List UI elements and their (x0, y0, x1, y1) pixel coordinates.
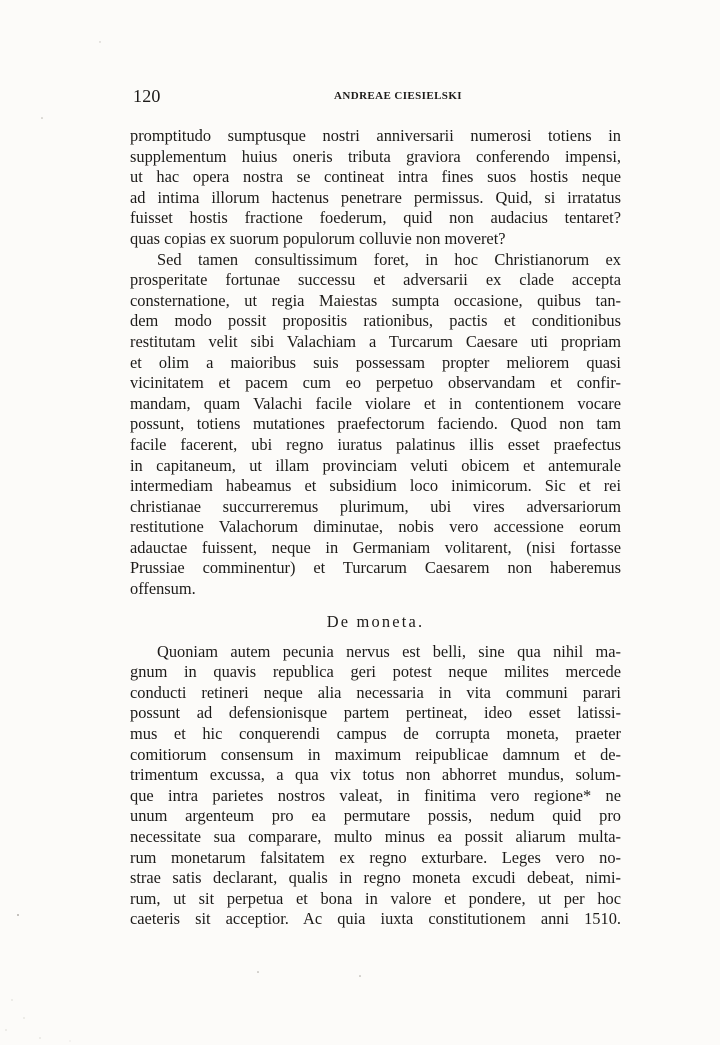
text-line: trimentum excussa, a qua vix totus non abhorret mundus, solum- (130, 765, 621, 785)
text-line: strae satis declarant, qualis in regno moneta excudi debeat, nimi- (130, 868, 621, 888)
text-line: intermediam habeamus et subsidium loco inimicorum. Sic et rei (130, 476, 621, 496)
text-line: unum argenteum pro ea permutare possis, nedum quid pro (130, 806, 621, 826)
section-heading: De moneta. (326, 611, 425, 631)
text-line: restitutione Valachorum diminutae, nobis vero accessione eorum (130, 517, 621, 537)
text-line: Sed tamen consultissimum foret, in hoc Christianorum ex (157, 249, 621, 269)
text-line: quas copias ex suorum populorum colluvie non moveret? (130, 228, 506, 248)
page-number: 120 (133, 86, 161, 106)
paragraph-2 (130, 250, 621, 600)
text-line: mandam, quam Valachi facile violare et in contentionem vocare (130, 393, 621, 413)
text-line: adauctae fuissent, neque in Germaniam volitarent, (nisi fortasse (130, 537, 621, 557)
text-line: ad intima illorum hactenus penetrare permissus. Quid, si irratatus (130, 187, 621, 207)
running-title: ANDREAE CIESIELSKI (334, 90, 462, 102)
paragraph-3 (130, 642, 621, 930)
running-header (133, 86, 623, 110)
paragraph-1 (130, 126, 621, 250)
text-line: offensum. (130, 579, 196, 599)
text-line: in capitaneum, ut illam provinciam veluti obicem et antemurale (130, 455, 621, 475)
text-line: necessitate sua comparare, multo minus ea possit aliarum multa- (130, 827, 621, 846)
text-line: conducti retineri neque alia necessaria in vita communi parari (130, 682, 621, 702)
text-line: dem modo possit propositis rationibus, pactis et conditionibus (130, 311, 621, 331)
text-line: et olim a maioribus suis possessam propter meliorem quasi (130, 352, 621, 372)
text-line: Quoniam autem pecunia nervus est belli, sine qua nihil ma- (157, 641, 621, 661)
text-line: fuisset hostis fractione foederum, quid non audacius tentaret? (130, 208, 621, 228)
text-line: christianae succurreremus plurimum, ubi vires adversariorum (130, 496, 621, 516)
text-line: possunt, totiens mutationes praefectorum faciendo. Quod non tam (130, 414, 621, 434)
text-line: vicinitatem et pacem cum eo perpetuo observandam et confir- (130, 373, 621, 393)
text-line: supplementum huius oneris tributa graviora conferendo impensi, (130, 146, 621, 166)
body-text (130, 126, 621, 930)
text-line: possunt ad defensionisque partem pertineat, ideo esset latissi- (130, 703, 621, 723)
text-line: ut hac opera nostra se contineat intra fines suos hostis neque (130, 167, 621, 187)
text-line: prosperitate fortunae successu et adversarii ex clade accepta (130, 270, 621, 290)
text-line: mus et hic conquerendi campus de corrupta moneta, praeter (130, 724, 621, 744)
text-line: comitiorum consensum in maximum reipublicae damnum et de- (130, 744, 621, 764)
text-line: que intra parietes nostros valeat, in finitima vero regione* ne (130, 785, 621, 805)
text-line: Prussiae comminentur) et Turcarum Caesarem non haberemus (130, 558, 621, 578)
text-line: restitutam velit sibi Valachiam a Turcarum Caesare uti propriam (130, 331, 621, 351)
text-line: rum monetarum falsitatem ex regno exturbare. Leges vero no- (130, 847, 621, 867)
text-line: facile facerent, ubi regno iuratus palatinus illis esset praefectus (130, 434, 621, 454)
text-line: promptitudo sumptusque nostri anniversarii numerosi totiens in (130, 126, 621, 145)
text-line: consternatione, ut regia Maiestas sumpta occasione, quibus tan- (130, 290, 621, 310)
text-line: gnum in quavis republica geri potest neque milites mercede (130, 662, 621, 682)
text-line: rum, ut sit perpetua et bona in valore et pondere, ut per hoc (130, 888, 621, 908)
text-line: caeteris sit acceptior. Ac quia iuxta constitutionem anni 1510. (130, 909, 621, 929)
